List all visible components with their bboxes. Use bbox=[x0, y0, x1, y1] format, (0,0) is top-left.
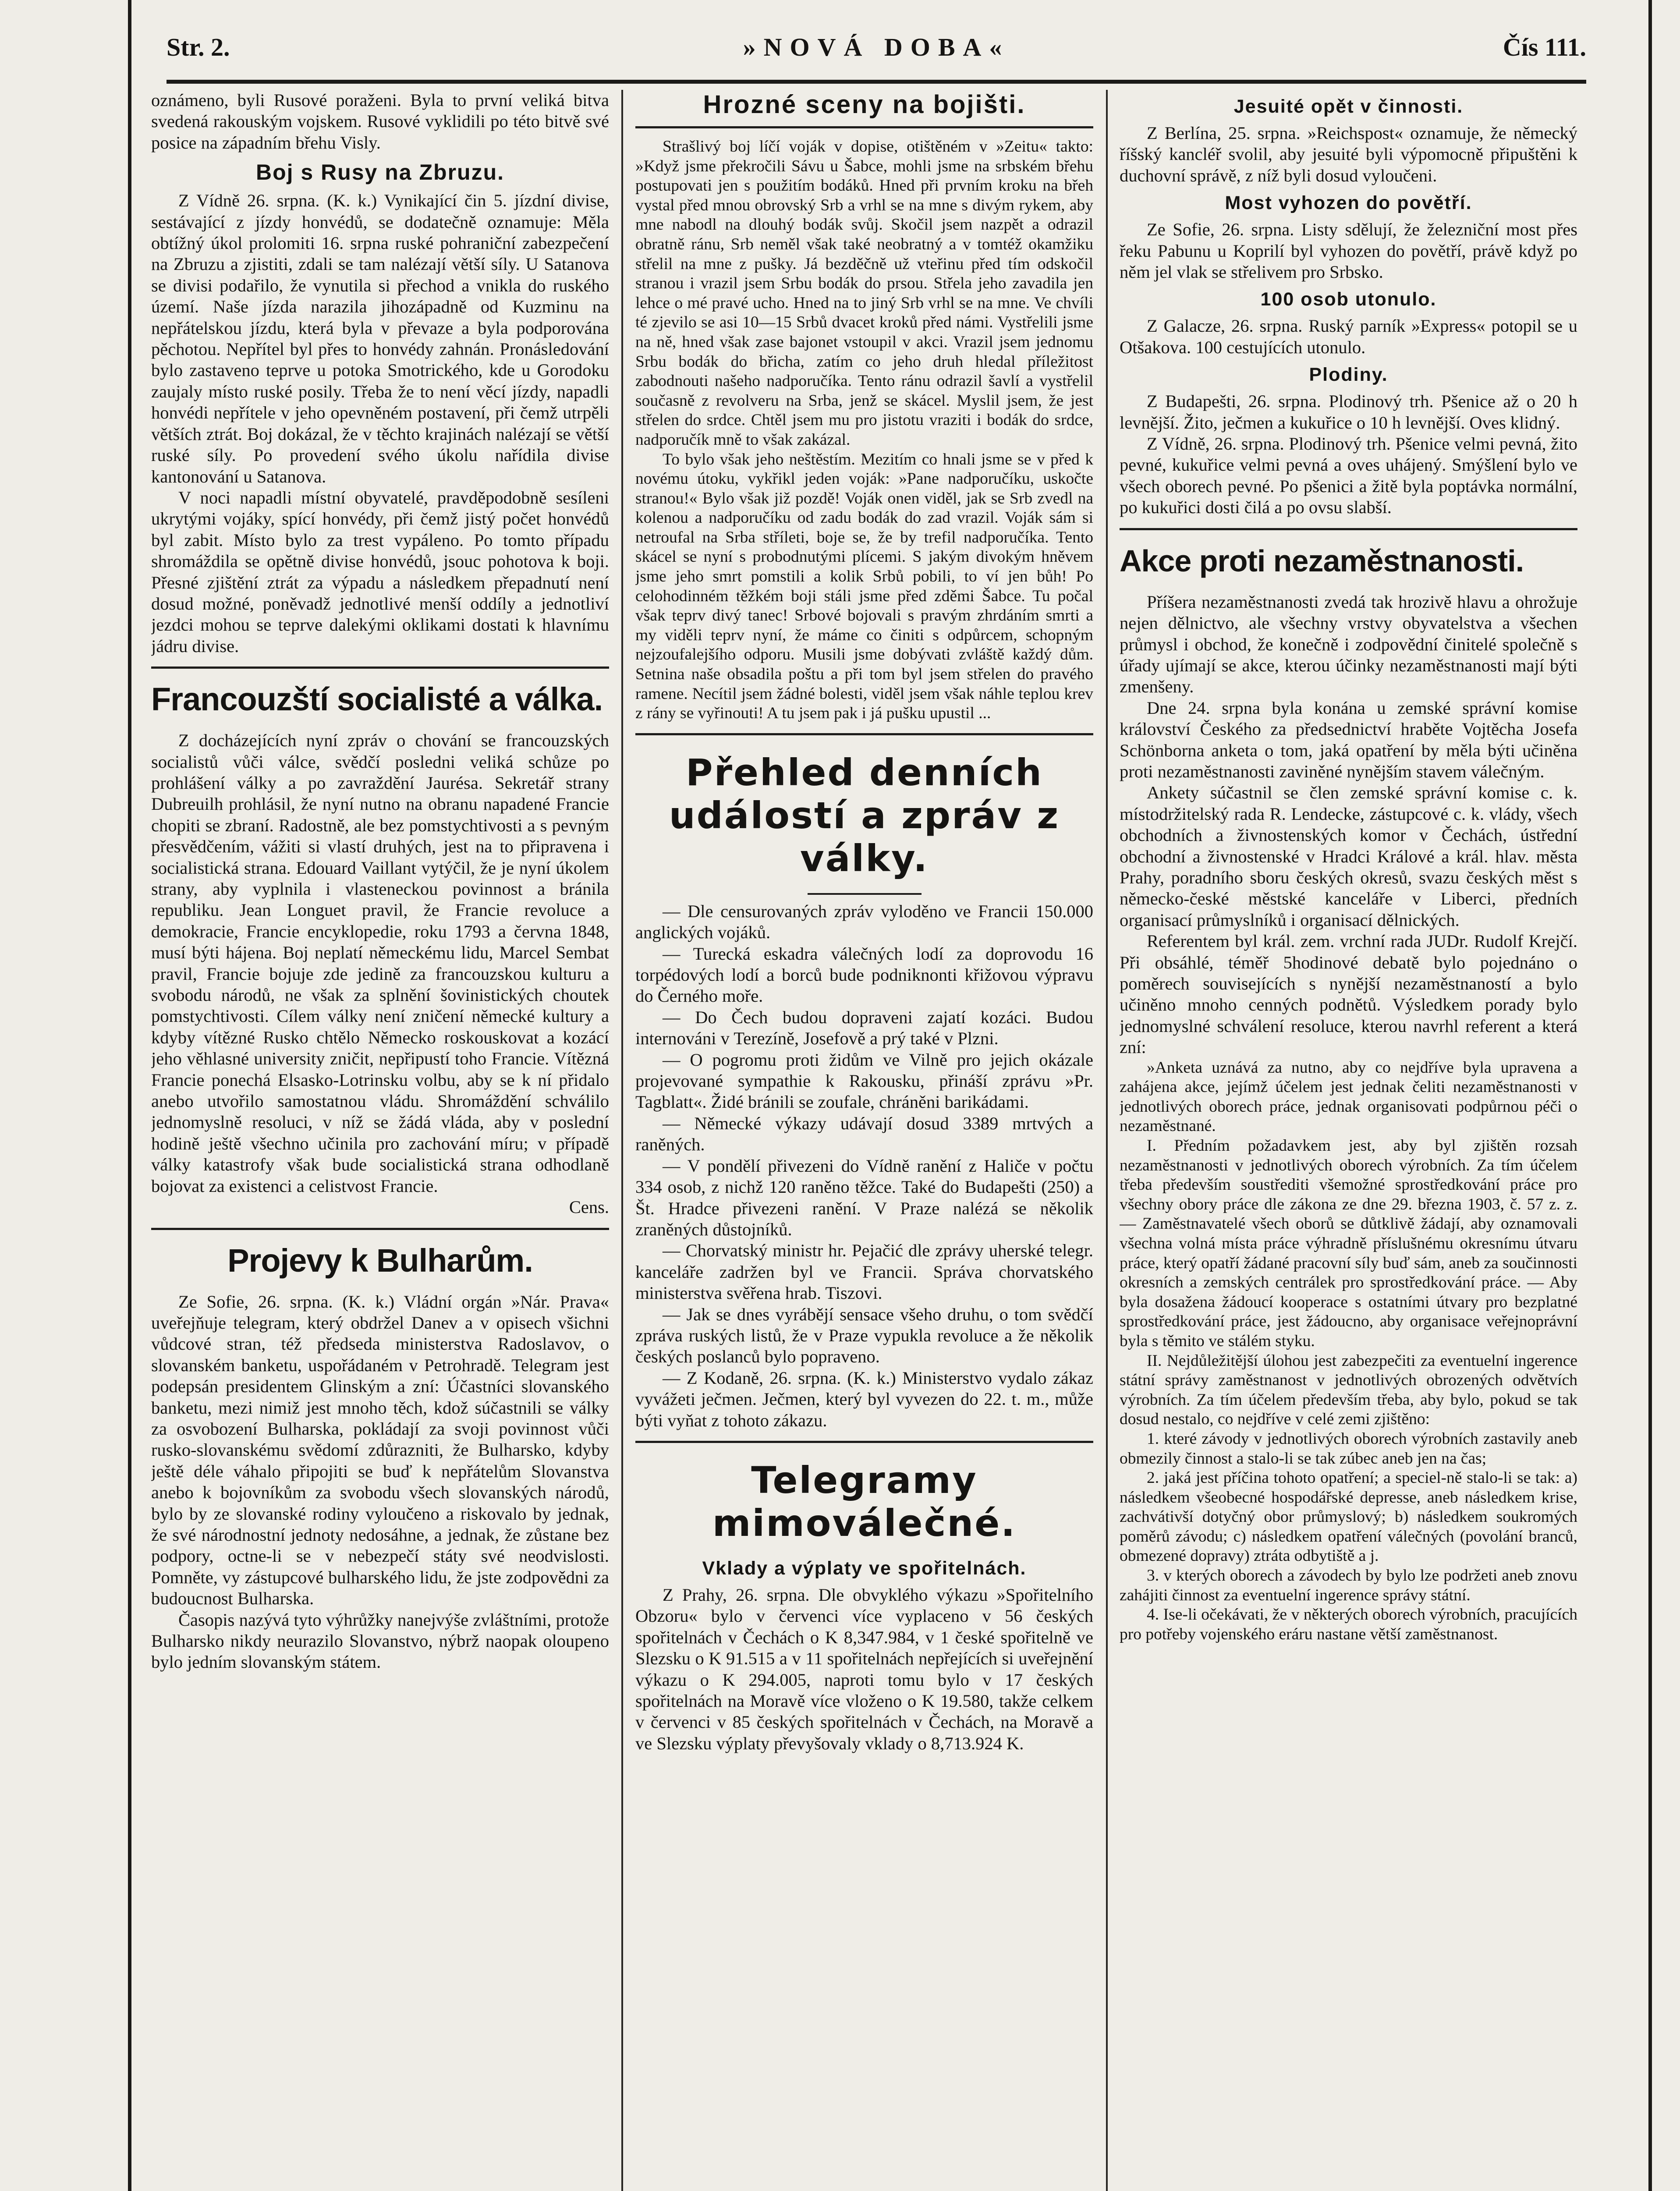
article-paragraph: Příšera nezaměstnanosti zvedá tak hrozivě hlavu a ohrožuje nejen dělnictvo, ale všechny vrstvy obyvatelstva a všechen průmysl i obchod, že konečně i zodpovědní činitelé společně s úřady ujímají se akce, kterou účinky nezaměstnanosti mají býti zmenšeny. bbox=[1120, 592, 1577, 697]
section-divider bbox=[151, 1228, 609, 1230]
article-paragraph: Referentem byl král. zem. vrchní rada JUDr. Rudolf Krejčí. Při obsáhlé, téměř 5hodinové debatě bylo pojednáno o poměrech souvisejících s nynější nezaměstnaností a bylo učiněno mnoho cenných podnětů. Výsledkem porady bylo jednomyslné schválení resoluce, kterou navrhl referent a která zní: bbox=[1120, 931, 1577, 1057]
article-continuation: oznámeno, byli Rusové poraženi. Byla to první veliká bitva svedená rakouským vojskem. Rusové vyklidili po této bitvě své posice na západním břehu Visly. bbox=[151, 90, 609, 152]
article-paragraph: Z Vídně 26. srpna. (K. k.) Vynikající čin 5. jízdní divise, sestávající z jízdy honvédů, se dodatečně oznamuje: Měla obtížný úkol prolomiti 16. srpna ruské pohraniční zabezpečení na Zbruzu a zjistiti, zdali se tam nalézají větší síly. U Satanova se divisi podařilo, že vynutila si přechod a vnikla do ruského území. Naše jízda narazila jihozápadně od Kuzminu na nepřátelskou jízdu, která byla v převaze a byla podporována pěchotou. Nepřítel byl přes to honvédy zahnán. Pronásledování bylo zastaveno teprve u potoka Smotrického, kde u Gorodoku zaujaly místo ruské posily. Třeba že to není věcí jízdy, napadli honvédi nepřítele v jeho opevněném postavení, při čemž utrpěli větších ztrát. Boj dokázal, že v těchto krajinách nalézají se větší ruské síly. Po provedení svého úkolu nařídila divise kantonování u Satanova. bbox=[151, 191, 609, 486]
column-rule bbox=[621, 90, 623, 2191]
headline-underline bbox=[635, 126, 1093, 128]
headline-100-osob-utonulo: 100 osob utonulo. bbox=[1260, 289, 1437, 310]
headline-underline bbox=[808, 893, 922, 895]
scan-edge-right bbox=[1648, 0, 1652, 2191]
headline-telegramy-mimovalecne: Telegramy mimoválečné. bbox=[712, 1458, 1017, 1545]
resolution-paragraph: 1. které závody v jednotlivých oborech výrobních zastavily aneb obmezily činnost a stalo-li se tak zúbec aneb jen na čas; bbox=[1120, 1429, 1577, 1468]
headline-most-vyhozen: Most vyhozen do povětří. bbox=[1225, 192, 1472, 214]
column-3 bbox=[1120, 90, 1577, 2191]
article-paragraph: Z Berlína, 25. srpna. »Reichspost« oznamuje, že německý říšský kancléř svolil, aby jesuité byli výpomocně připuštěni k duchovní správě, z níž byli dosud vyloučeni. bbox=[1120, 123, 1577, 185]
resolution-paragraph: »Anketa uznává za nutno, aby co nejdříve byla upravena a zahájena akce, jejímž účelem jest jednak čeliti nezaměstnanosti v jednotlivých oborech práce, jednak organisovati podpůrnou péči o nezaměstnané. bbox=[1120, 1058, 1577, 1135]
headline-akce-proti-nezamestnanosti: Akce proti nezaměstnanosti. bbox=[1120, 543, 1524, 578]
resolution-paragraph: 3. v kterých oborech a závodech by bylo lze podržeti aneb znovu zahájiti činnost za eventuelní ingerence správy státní. bbox=[1120, 1567, 1577, 1604]
article-paragraph: Ze Sofie, 26. srpna. Listy sdělují, že železniční most přes řeku Pabunu u Koprilí byl vyhozen do povětří, právě když po něm jel vlak se střelivem pro Srbsko. bbox=[1120, 220, 1577, 282]
news-item: — V pondělí přivezeni do Vídně ranění z Haliče v počtu 334 osob, z nichž 120 raněno těžce. Také do Budapešti (250) a Št. Hradce přivezeni ranění. V Praze nalézá se několik zraněných důstojníků. bbox=[635, 1156, 1093, 1239]
article-paragraph: Z Vídně, 26. srpna. Plodinový trh. Pšenice velmi pevná, žito pevné, kukuřice velmi pevná a oves uhájený. Smýšlení bylo ve všech oborech pevné. Po pšenici a žitě byla poptávka normální, po kukuřici dosti čilá a po ovsu slabší. bbox=[1120, 434, 1577, 518]
news-item: — Německé výkazy udávají dosud 3389 mrtvých a raněných. bbox=[635, 1113, 1093, 1155]
scan-edge-left bbox=[128, 0, 131, 2191]
news-item: — Do Čech budou dopraveni zajatí kozáci. Budou internováni v Terezíně, Josefově a prý také v Plzni. bbox=[635, 1007, 1093, 1049]
news-item: — Z Kodaně, 26. srpna. (K. k.) Ministerstvo vydalo zákaz vyvážeti ječmen. Ječmen, který byl vyvezen do 22. t. m., může býti vyňat z tohoto zákazu. bbox=[635, 1368, 1093, 1430]
article-paragraph: Časopis nazývá tyto výhrůžky nanejvýše zvláštními, protože Bulharsko nikdy neurazilo Slovanstvo, nýbrž naopak oloupeno bylo jedním slovanským státem. bbox=[151, 1610, 609, 1672]
resolution-paragraph: 4. Ise-li očekávati, že v některých oborech výrobních, pracujících pro potřeby vojenského eráru nastane větší zaměstnanost. bbox=[1120, 1606, 1577, 1643]
resolution-paragraph: II. Nejdůležitější úlohou jest zabezpečiti za eventuelní ingerence státní správy zaměstnanost v jednotlivých obrozených odvětvích výrobních. Za tím účelem především třeba, aby bylo, pokud se tak dosud nestalo, co nejdříve v celé zemi zjištěno: bbox=[1120, 1351, 1577, 1429]
column-1 bbox=[151, 90, 609, 2191]
article-paragraph: Ankety súčastnil se člen zemské správní komise c. k. místodržitelský rada R. Lendecke, zástupcové c. k. vlády, všech obchodních a živnostenských komor v Čechách, ústřední obchodní a živnostenské v Hradci Králové a král. hlav. města Prahy, poradního sboru českých okresů, svazu českých měst s německo-české městské kanceláře v Liberci, předních organisací průmyslníků i organisací dělnických. bbox=[1120, 783, 1577, 930]
section-divider bbox=[635, 1441, 1093, 1443]
news-item: — Chorvatský ministr hr. Pejačić dle zprávy uherské telegr. kanceláře zadržen byl ve Francii. Správa chorvatského ministerstva svěřena hrab. Tiszovi. bbox=[635, 1241, 1093, 1303]
issue-number: Čís 111. bbox=[1503, 33, 1586, 61]
article-paragraph: To bylo však jeho neštěstím. Mezitím co hnali jsme se v před k novému útoku, vykřikl jeden voják: »Pane nadporučíku, uskočte stranou!« Bylo však již pozdě! Voják onen viděl, jak se Srb zvedl na kolenou a nadporučíku od zadu bodák do zad vrazil. Voják sám si netroufal na Srba stříleti, boje se, že by trefil nadporučíka. Tento skácel se nyní s probodnutými plícemi. S jakým divokým hněvem jsme jeho smrt pomstili a kolik Srbů pobili, to ví jen bůh! Po celohodinném těžkém boji stáli jsme před zděmi Šabce. Tu počal však teprv divý tanec! Srbové bojovali s pravým zhrdáním smrti a my viděli teprv nyní, že máme co činiti s odpůrcem, schopným nejzoufalejšího odporu. Musili jsme dobývati zvláště každý dům. Setnina naše obsadila poštu a při tom byl jsem střelen do pravého ramene. Necítil jsem žádné bolesti, viděl jsem však náhle teplou krev z rány se vyřinouti! A tu jsem pak i já pušku upustil ... bbox=[635, 450, 1093, 723]
news-item: — Turecká eskadra válečných lodí za doprovodu 16 torpédových lodí a borců bude podniknonti křižovou výpravu do Černého moře. bbox=[635, 943, 1093, 1006]
section-divider bbox=[1120, 528, 1577, 530]
article-paragraph: Z Galacze, 26. srpna. Ruský parník »Express« potopil se u Otšakova. 100 cestujících utonulo. bbox=[1120, 316, 1577, 357]
article-paragraph: Strašlivý boj líčí voják v dopise, otištěném v »Zeitu« takto: »Když jsme překročili Sávu u Šabce, mohli jsme na srbském břehu postupovati jen s použitím bodáků. Hned při prvním kroku na břeh vystal před mnou obrovský Srb a vrhl se na mne s divým rykem, aby mne nabodl na dlouhý bodák svůj. Skočil jsem nazpět a odrazil obratně ránu, Srb neměl však také neobratný a v tomtéž okamžiku střelil na mne z pušky. Já bezděčně už vteřinu před tím odskočil stranou i vrazil jsem Srbu bodák do prsou. Střela jeho zavadila jen lehce o mé pravé ucho. Hned na to jiný Srb vrhl se na mne. Ve chvíli té zjevilo se asi 10—15 Srbů dvacet kroků před námi. Vystřelili jsme na ně, hned však zase bajonet vstoupil v akci. Vrazil jsem jednomu Srbu bodák do břicha, zatím co jeho druh hledal příležitost zabodnouti našeho nadporučíka. Tento ránu odrazil šavlí a vystřelil současně z revolveru na Srba, jenž se skácel. Myslil jsem, že jest střelen do srdce. Chtěl jsem mu pro jistotu vraziti i bodák do srdce, nadporučík mně to však zakázal. bbox=[635, 138, 1093, 449]
article-paragraph: Dne 24. srpna byla konána u zemské správní komise království Českého za předsednictví hraběte Vojtěcha Josefa Schönborna anketa o tom, jaká opatření by měla býti učiněna proti nezaměstnanosti zaviněné nynějším stavem válečným. bbox=[1120, 698, 1577, 781]
article-paragraph: Ze Sofie, 26. srpna. (K. k.) Vládní orgán »Nár. Prava« uveřejňuje telegram, který obdržel Danev a v opisech všichni vůdcové stran, též předseda ministerstva Radoslavov, o slovanském banketu, uspořádaném v Petrohradě. Telegram jest podepsán presidentem Glinským a zní: Účastníci slovanského banketu, mezi nimiž jest mnoho těch, kdož súčastnili se války za osvobození Bulharska, pokládají za svoji povinnost vůči rusko-slovanskému svědomí zdůrazniti, že Bulharsko, kdyby ještě déle váhalo připojiti se buď k nepřátelům Slovanstva anebo k bojovníkům za svobodu všech slovanských národů, bylo by ze slovanské rodiny vyloučeno a riskovalo by jednak, že své národnostní jednoty nedosáhne, a jednak, že zůstane bez podpory, octne-li se v nebezpečí státy své neodvislosti. Pomněte, vy zástupcové bulharského lidu, že jste zodpovědni za budoucnost Bulharska. bbox=[151, 1291, 609, 1609]
news-item: — O pogromu proti židům ve Vilně pro jejich okázale projevované sympathie k Rakousku, přináší zprávu »Pr. Tagblatt«. Židé bránili se zoufale, chráněni barikádami. bbox=[635, 1049, 1093, 1112]
resolution-paragraph: 2. jaká jest příčina tohoto opatření; a speciel-ně stalo-li se tak: a) následkem všeobecné hospodářské depresse, aneb následkem krise, zachvátivší dotyčný obor průmyslový; b) následkem soukromých poměrů závodu; c) následkem opatření válečných (povolání branců, obmezené dopravy) ztráta odbytiště a j. bbox=[1120, 1469, 1577, 1565]
column-rule bbox=[1106, 90, 1108, 2191]
headline-prehled-dennich-udalosti: Přehled denních událostí a zpráv z války. bbox=[669, 751, 1060, 880]
page-header bbox=[167, 27, 1586, 84]
article-paragraph: Z Budapešti, 26. srpna. Plodinový trh. Pšenice až o 20 h levnější. Žito, ječmen a kukuřice o 10 h levnější. Oves klidný. bbox=[1120, 391, 1577, 433]
newspaper-title: »NOVÁ DOBA« bbox=[743, 33, 1010, 61]
headline-hrozne-sceny: Hrozné sceny na bojišti. bbox=[703, 90, 1026, 119]
article-paragraph: V noci napadli místní obyvatelé, pravděpodobně sesíleni ukrytými vojáky, spící honvédy, při čemž jistý počet honvédů byl zabit. Místo bylo za trest vypáleno. Po tomto případu shromáždila se opětně divise honvédů, jsouc pohotova k boji. Přesné zjištění ztrát za výpadu a následkem přepadnutí není dosud možné, poněvadž jednotlivé menší oddíly a jednotliví jezdci mohou se teprve dalekými oklikami dostati k hlavnímu jádru divise. bbox=[151, 487, 609, 656]
resolution-paragraph: I. Předním požadavkem jest, aby byl zjištěn rozsah nezaměstnanosti v jednotlivých oborech výrobních. Za tím účelem třeba především soustřediti všemožné sprostředkování práce pro všechny obory práce dle zákona ze dne 29. března 1903, č. 57 z. z. — Zaměstnavatelé všech oborů se důtklivě žádají, aby oznamovali všechna volná místa práce výhradně příslušnému okresnímu útvaru práce, který opatří žádané pracovní síly buď sám, aneb za součinnosti okresních a zemských centrálek pro sprostředkování práce. — Aby byla dosažena žádoucí kooperace s ostatními útvary pro bezplatné sprostředkování práce, jest žádoucno, aby organisace veřejnoprávní byla s těmito ve stálém styku. bbox=[1120, 1137, 1577, 1350]
section-divider bbox=[635, 733, 1093, 735]
news-item: — Jak se dnes vyrábějí sensace všeho druhu, o tom svědčí zpráva ruských listů, že v Praze vypukla revoluce a že několik českých poslanců bylo popraveno. bbox=[635, 1304, 1093, 1367]
headline-boj-s-rusy: Boj s Rusy na Zbruzu. bbox=[255, 160, 505, 185]
subheadline-vklady-a-vyplaty: Vklady a výplaty ve spořitelnách. bbox=[702, 1557, 1027, 1579]
article-signature: Cens. bbox=[569, 1197, 609, 1217]
headline-jesuite: Jesuité opět v činnosti. bbox=[1233, 96, 1464, 117]
section-divider bbox=[151, 667, 609, 669]
headline-projevy-k-bulharum: Projevy k Bulharům. bbox=[227, 1242, 533, 1279]
headline-plodiny: Plodiny. bbox=[1309, 364, 1388, 386]
column-2 bbox=[635, 90, 1093, 2191]
headline-francouzsti-socialiste: Francouzští socialisté a válka. bbox=[151, 681, 603, 718]
page-number: Str. 2. bbox=[167, 33, 230, 61]
article-paragraph: Z Prahy, 26. srpna. Dle obvyklého výkazu »Spořitelního Obzoru« bylo v červenci více vyplaceno v 56 českých spořitelnách v Čechách o K 8,347.984, v 1 české spořitelně ve Slezsku o K 91.515 a v 11 spořitelnách nepřejících si uveřejnění výkazu o K 294.005, naproti tomu bylo v 17 českých spořitelnách na Moravě více vloženo o K 19.580, takže celkem v červenci v 85 českých spořitelnách v Čechách, na Moravě a ve Slezsku výplaty převyšovaly vklady o 8,713.924 K. bbox=[635, 1585, 1093, 1753]
news-item: — Dle censurovaných zpráv vyloděno ve Francii 150.000 anglických vojáků. bbox=[635, 901, 1093, 943]
article-paragraph: Z docházejících nyní zpráv o chování se francouzských socialistů vůči válce, svědčí posledni veliká schůze po prohlášení války a po zavraždění Jaurésa. Sekretář strany Dubreuilh prohlásil, že nyní nutno na obranu napadené Francie chopiti se zbraní. Radostně, ale bez pomstychtivosti a s pevným přesvědčením, vážiti si vlastí druhých, jest na to připravena i socialistická strana. Edouard Vaillant vytýčil, že je nyní úkolem strany, aby vyplnila i vlasteneckou povinnost a bránila republiku. Jean Longuet pravil, že Francie revoluce a demokracie, Francie encyklopedie, roku 1793 a června 1848, musí býti hájena. Boj neplatí německému lidu, Marcel Sembat pravil, Francie bojuje zde jedině za francouzskou kulturu a svobodu národů, ne však za splnění šovinistických choutek pomstychtivosti. Cílem války není zničení německé kultury a kdyby vítězné Rusko chtělo Německo roskouskovat a kozácí jeho věhlasné university zničit, nepřipustí toho Francie. Vítězná Francie ponechá Elsasko-Lotrinsku volbu, aby se k ní přidalo anebo utvořilo samostatnou vládu. Shromáždění schválilo jednomyslně resoluci, v níž se žádá vláda, aby v poslední hodině ještě všechno učinila pro zachování míru; v případě války katastrofy však bude socialistická strana odhodlaně bojovat za existenci a celistvost Francie. bbox=[151, 730, 609, 1196]
